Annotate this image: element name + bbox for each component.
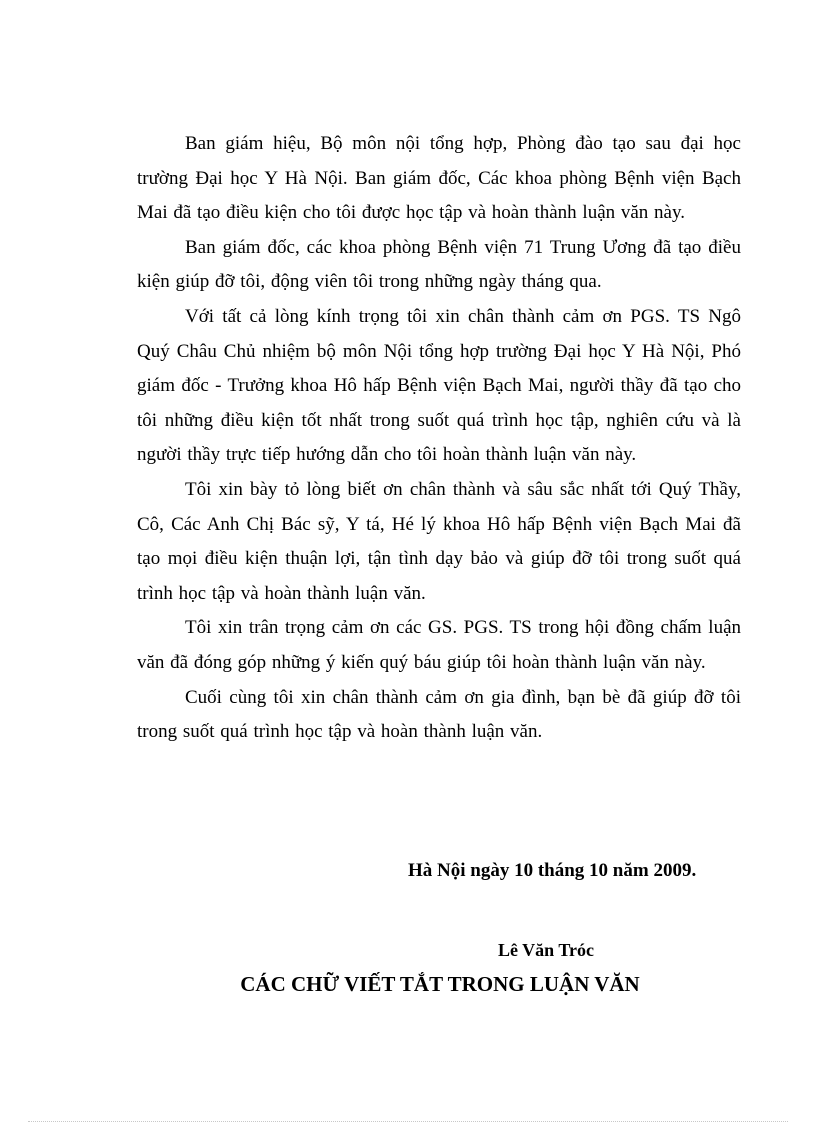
paragraph-6: Cuối cùng tôi xin chân thành cảm ơn gia đình, bạn bè đã giúp đỡ tôi trong suốt quá trình học tập và hoàn thành luận văn.	[137, 686, 741, 743]
date-line: Hà Nội ngày 10 tháng 10 năm 2009.	[408, 860, 697, 881]
paragraph-3: Với tất cả lòng kính trọng tôi xin chân thành cảm ơn PGS. TS Ngô Quý Châu Chủ nhiệm bộ môn Nội tổng hợp trường Đại học Y Hà Nội, Phó giám đốc - Trưởng khoa Hô hấp Bệnh viện Bạch Mai, người thầy đã tạo cho tôi những điều kiện tốt nhất trong suốt quá trình học tập, nghiên cứu và là người thầy trực tiếp hướng dẫn cho tôi hoàn thành luận văn này.	[137, 305, 741, 466]
author-signature: Lê Văn Tróc	[498, 940, 595, 960]
acknowledgement-body	[137, 127, 741, 750]
page-bottom-divider	[28, 1121, 788, 1122]
paragraph-5: Tôi xin trân trọng cảm ơn các GS. PGS. TS trong hội đồng chấm luận văn đã đóng góp những ý kiến quý báu giúp tôi hoàn thành luận văn này.	[137, 617, 741, 673]
paragraph-1: Ban giám hiệu, Bộ môn nội tổng hợp, Phòng đào tạo sau đại học trường Đại học Y Hà Nội. Ban giám đốc, Các khoa phòng Bệnh viện Bạch Mai đã tạo điều kiện cho tôi được học tập và hoàn thành luận văn này.	[137, 133, 741, 224]
paragraph-4: Tôi xin bày tỏ lòng biết ơn chân thành và sâu sắc nhất tới Quý Thầy, Cô, Các Anh Chị Bác sỹ, Y tá, Hé lý khoa Hô hấp Bệnh viện Bạch Mai đã tạo mọi điều kiện thuận lợi, tận tình dạy bảo và giúp đỡ tôi trong suốt quá trình học tập và hoàn thành luận văn.	[137, 478, 741, 604]
abbreviations-heading: CÁC CHỮ VIẾT TẮT TRONG LUẬN VĂN	[240, 972, 640, 996]
paragraph-2: Ban giám đốc, các khoa phòng Bệnh viện 71 Trung Ương đã tạo điều kiện giúp đỡ tôi, động viên tôi trong những ngày tháng qua.	[137, 236, 741, 293]
